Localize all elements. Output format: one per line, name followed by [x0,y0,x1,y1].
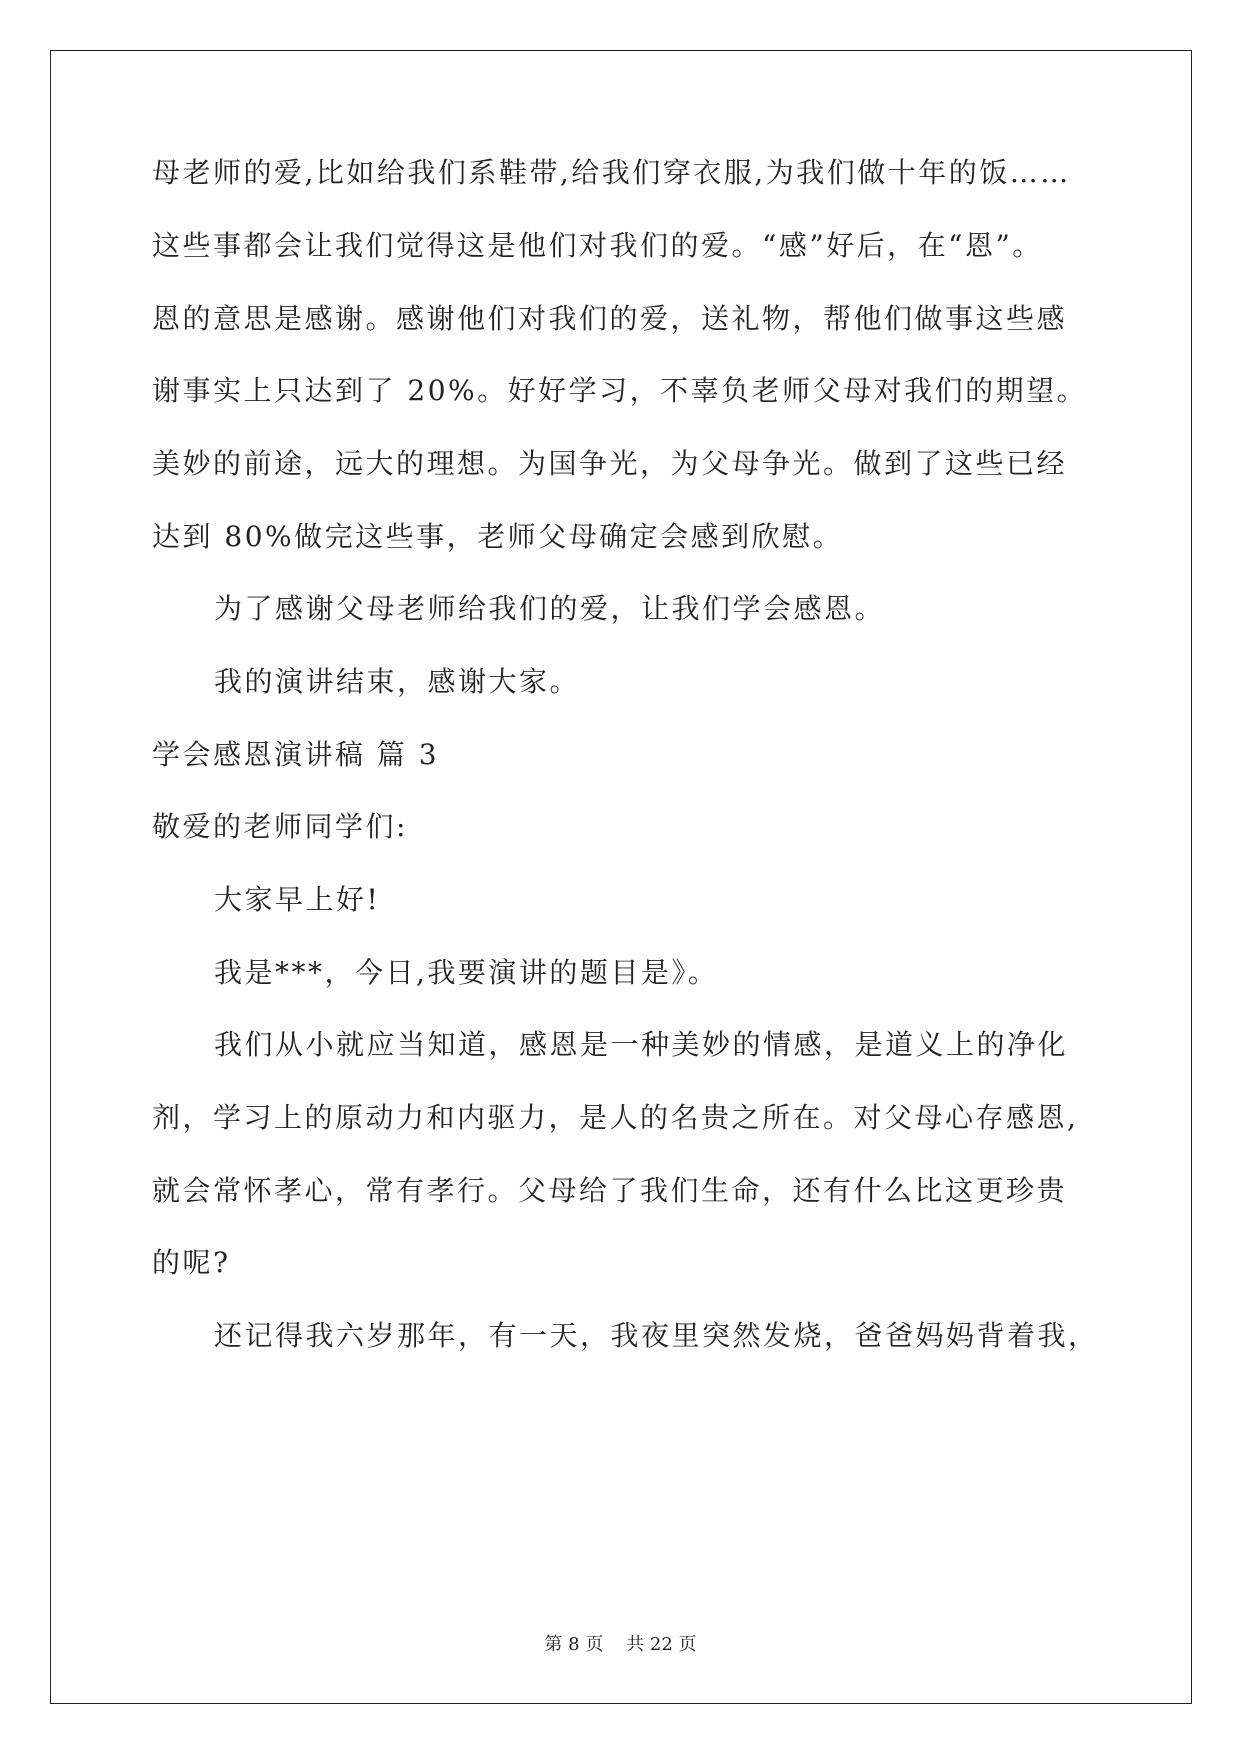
text-line: 我是***，今日,我要演讲的题目是》。 [214,956,719,989]
text-line: 我们从小就应当知道，感恩是一种美妙的情感，是道义上的净化 [214,1028,1069,1061]
text-line: 恩的意思是感谢。感谢他们对我们的爱，送礼物，帮他们做事这些感 [152,302,1068,335]
text-line: 大家早上好! [214,883,381,916]
text-line: 的呢? [152,1246,231,1279]
text-line: 谢事实上只达到了 20%。好好学习，不辜负老师父母对我们的期望。 [152,374,1088,407]
text-line: 为了感谢父母老师给我们的爱，让我们学会感恩。 [214,592,886,625]
salutation: 敬爱的老师同学们: [152,810,408,843]
section-heading: 学会感恩演讲稿 篇 3 [152,738,440,771]
text-line: 母老师的爱,比如给我们系鞋带,给我们穿衣服,为我们做十年的饭…… [152,156,1071,189]
page-footer: 第 8 页 共 22 页 [544,1634,697,1655]
text-line: 我的演讲结束，感谢大家。 [214,665,581,698]
text-line: 还记得我六岁那年，有一天，我夜里突然发烧，爸爸妈妈背着我， [214,1319,1099,1352]
text-line: 达到 80%做完这些事，老师父母确定会感到欣慰。 [152,520,844,553]
text-line: 这些事都会让我们觉得这是他们对我们的爱。“感”好后，在“恩”。 [152,229,1043,262]
text-line: 美妙的前途，远大的理想。为国争光，为父母争光。做到了这些已经 [152,447,1068,480]
text-line: 剂，学习上的原动力和内驱力，是人的名贵之所在。对父母心存感恩, [152,1101,1079,1134]
text-line: 就会常怀孝心，常有孝行。父母给了我们生命，还有什么比这更珍贵 [152,1174,1068,1207]
